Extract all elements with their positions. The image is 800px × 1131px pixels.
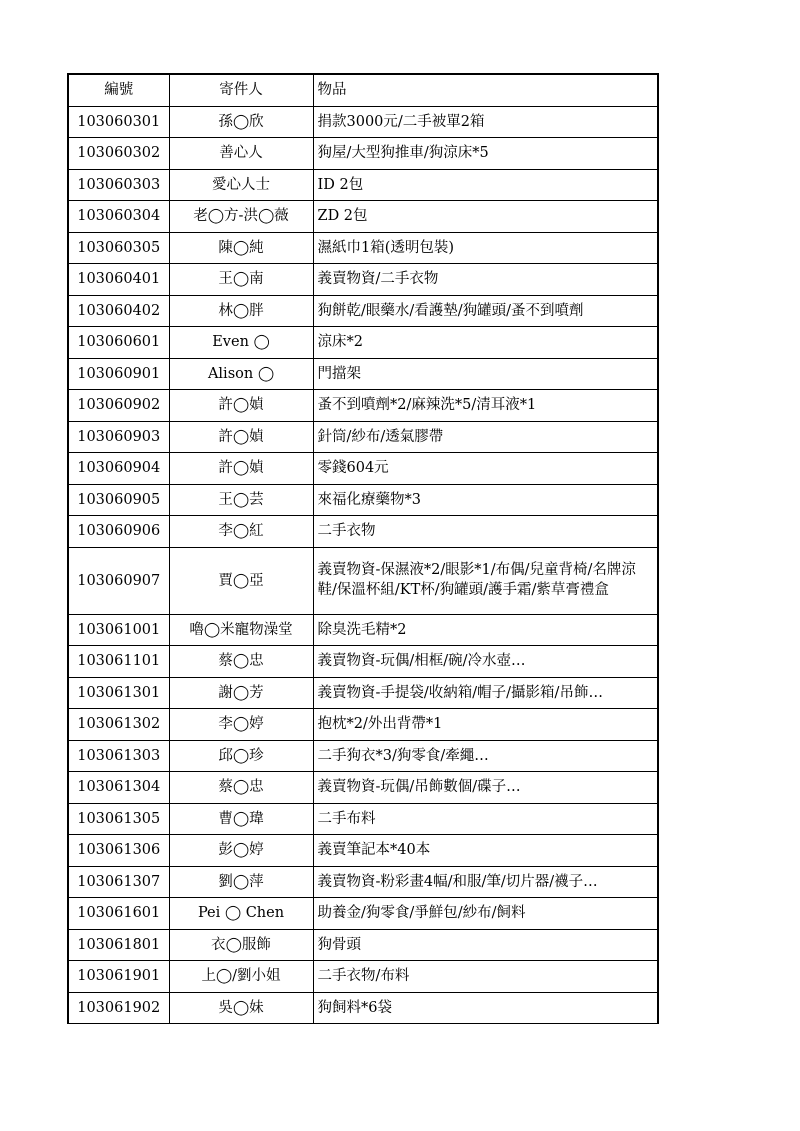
cell-items: 義賣筆記本*40本 [313, 835, 658, 867]
table-row [68, 327, 658, 359]
cell-id: 103061902 [68, 992, 169, 1024]
cell-items: 狗骨頭 [313, 929, 658, 961]
table-row [68, 264, 658, 296]
cell-items: 針筒/紗布/透氣膠帶 [313, 421, 658, 453]
table-row [68, 453, 658, 485]
cell-sender: 李◯婷 [169, 709, 313, 741]
table-row [68, 803, 658, 835]
cell-id: 103060402 [68, 295, 169, 327]
table-row [68, 421, 658, 453]
cell-items: ID 2包 [313, 169, 658, 201]
cell-sender: 嚕◯米寵物澡堂 [169, 614, 313, 646]
cell-items: 門擋架 [313, 358, 658, 390]
cell-sender: 曹◯瑋 [169, 803, 313, 835]
cell-sender: 劉◯萍 [169, 866, 313, 898]
cell-sender: 陳◯純 [169, 232, 313, 264]
column-header-sender: 寄件人 [169, 74, 313, 106]
cell-sender: 邱◯珍 [169, 740, 313, 772]
table-body [68, 106, 658, 1024]
cell-id: 103061303 [68, 740, 169, 772]
cell-id: 103061301 [68, 677, 169, 709]
cell-sender: 蔡◯忠 [169, 646, 313, 678]
cell-id: 103060305 [68, 232, 169, 264]
column-header-id: 編號 [68, 74, 169, 106]
cell-sender: 孫◯欣 [169, 106, 313, 138]
cell-sender: Pei ◯ Chen [169, 898, 313, 930]
cell-sender: 王◯芸 [169, 484, 313, 516]
table-row [68, 614, 658, 646]
cell-sender: 衣◯服飾 [169, 929, 313, 961]
table-row [68, 547, 658, 614]
cell-sender: Even ◯ [169, 327, 313, 359]
table-row [68, 358, 658, 390]
cell-items: 義賣物資-手提袋/收納箱/帽子/攝影箱/吊飾… [313, 677, 658, 709]
table-row [68, 961, 658, 993]
cell-sender: 林◯胖 [169, 295, 313, 327]
table-row [68, 232, 658, 264]
cell-items: 濕紙巾1箱(透明包裝) [313, 232, 658, 264]
cell-items: 義賣物資-玩偶/吊飾數個/碟子… [313, 772, 658, 804]
cell-id: 103060906 [68, 516, 169, 548]
cell-sender: 李◯紅 [169, 516, 313, 548]
table-row [68, 295, 658, 327]
cell-id: 103061305 [68, 803, 169, 835]
cell-id: 103060907 [68, 547, 169, 614]
cell-items: 義賣物資-玩偶/相框/碗/冷水壺… [313, 646, 658, 678]
cell-items: ZD 2包 [313, 201, 658, 233]
cell-id: 103060902 [68, 390, 169, 422]
cell-items: 狗屋/大型狗推車/狗涼床*5 [313, 138, 658, 170]
cell-sender: 賈◯亞 [169, 547, 313, 614]
cell-items: 助養金/狗零食/爭鮮包/紗布/飼料 [313, 898, 658, 930]
cell-sender: 王◯南 [169, 264, 313, 296]
cell-sender: 愛心人士 [169, 169, 313, 201]
cell-sender: 蔡◯忠 [169, 772, 313, 804]
cell-id: 103060301 [68, 106, 169, 138]
cell-items: 二手布料 [313, 803, 658, 835]
cell-id: 103061601 [68, 898, 169, 930]
cell-items: 狗飼料*6袋 [313, 992, 658, 1024]
table-row [68, 390, 658, 422]
cell-items: 狗餅乾/眼藥水/看護墊/狗罐頭/蚤不到噴劑 [313, 295, 658, 327]
table-row [68, 709, 658, 741]
cell-id: 103060905 [68, 484, 169, 516]
cell-items: 抱枕*2/外出背帶*1 [313, 709, 658, 741]
cell-id: 103060901 [68, 358, 169, 390]
table-row [68, 484, 658, 516]
cell-id: 103060601 [68, 327, 169, 359]
cell-id: 103060304 [68, 201, 169, 233]
table-row [68, 992, 658, 1024]
cell-id: 103061901 [68, 961, 169, 993]
cell-items: 二手衣物 [313, 516, 658, 548]
table-row [68, 835, 658, 867]
cell-items: 零錢604元 [313, 453, 658, 485]
cell-sender: 彭◯婷 [169, 835, 313, 867]
table-row [68, 677, 658, 709]
cell-sender: 許◯媜 [169, 421, 313, 453]
donation-table [67, 73, 659, 1024]
cell-items: 來福化療藥物*3 [313, 484, 658, 516]
cell-sender: 謝◯芳 [169, 677, 313, 709]
donation-list-sheet [67, 73, 657, 1024]
cell-id: 103060903 [68, 421, 169, 453]
cell-id: 103061101 [68, 646, 169, 678]
table-row [68, 772, 658, 804]
table-header-row [68, 74, 658, 106]
cell-items: 除臭洗毛精*2 [313, 614, 658, 646]
cell-items: 義賣物資/二手衣物 [313, 264, 658, 296]
cell-id: 103061001 [68, 614, 169, 646]
table-row [68, 898, 658, 930]
cell-items: 義賣物資-粉彩畫4幅/和服/筆/切片器/襪子… [313, 866, 658, 898]
cell-items: 義賣物資-保濕液*2/眼影*1/布偶/兒童背椅/名牌涼鞋/保溫杯組/KT杯/狗罐頭/護手霜/紫草膏禮盒 [313, 547, 658, 614]
cell-sender: 上◯/劉小姐 [169, 961, 313, 993]
cell-items: 二手狗衣*3/狗零食/牽繩… [313, 740, 658, 772]
column-header-items: 物品 [313, 74, 658, 106]
table-row [68, 106, 658, 138]
table-row [68, 740, 658, 772]
cell-id: 103060303 [68, 169, 169, 201]
cell-sender: 許◯媜 [169, 390, 313, 422]
cell-sender: 吳◯妹 [169, 992, 313, 1024]
table-row [68, 929, 658, 961]
cell-id: 103061306 [68, 835, 169, 867]
cell-id: 103061304 [68, 772, 169, 804]
table-row [68, 516, 658, 548]
cell-id: 103061307 [68, 866, 169, 898]
table-row [68, 138, 658, 170]
cell-id: 103060904 [68, 453, 169, 485]
cell-sender: 善心人 [169, 138, 313, 170]
cell-sender: Alison ◯ [169, 358, 313, 390]
table-row [68, 201, 658, 233]
cell-items: 捐款3000元/二手被單2箱 [313, 106, 658, 138]
cell-sender: 許◯媜 [169, 453, 313, 485]
cell-sender: 老◯方-洪◯薇 [169, 201, 313, 233]
cell-items: 蚤不到噴劑*2/麻辣洗*5/清耳液*1 [313, 390, 658, 422]
table-row [68, 866, 658, 898]
table-row [68, 646, 658, 678]
cell-id: 103061801 [68, 929, 169, 961]
cell-items: 二手衣物/布料 [313, 961, 658, 993]
cell-id: 103061302 [68, 709, 169, 741]
cell-id: 103060401 [68, 264, 169, 296]
table-row [68, 169, 658, 201]
cell-id: 103060302 [68, 138, 169, 170]
cell-items: 涼床*2 [313, 327, 658, 359]
